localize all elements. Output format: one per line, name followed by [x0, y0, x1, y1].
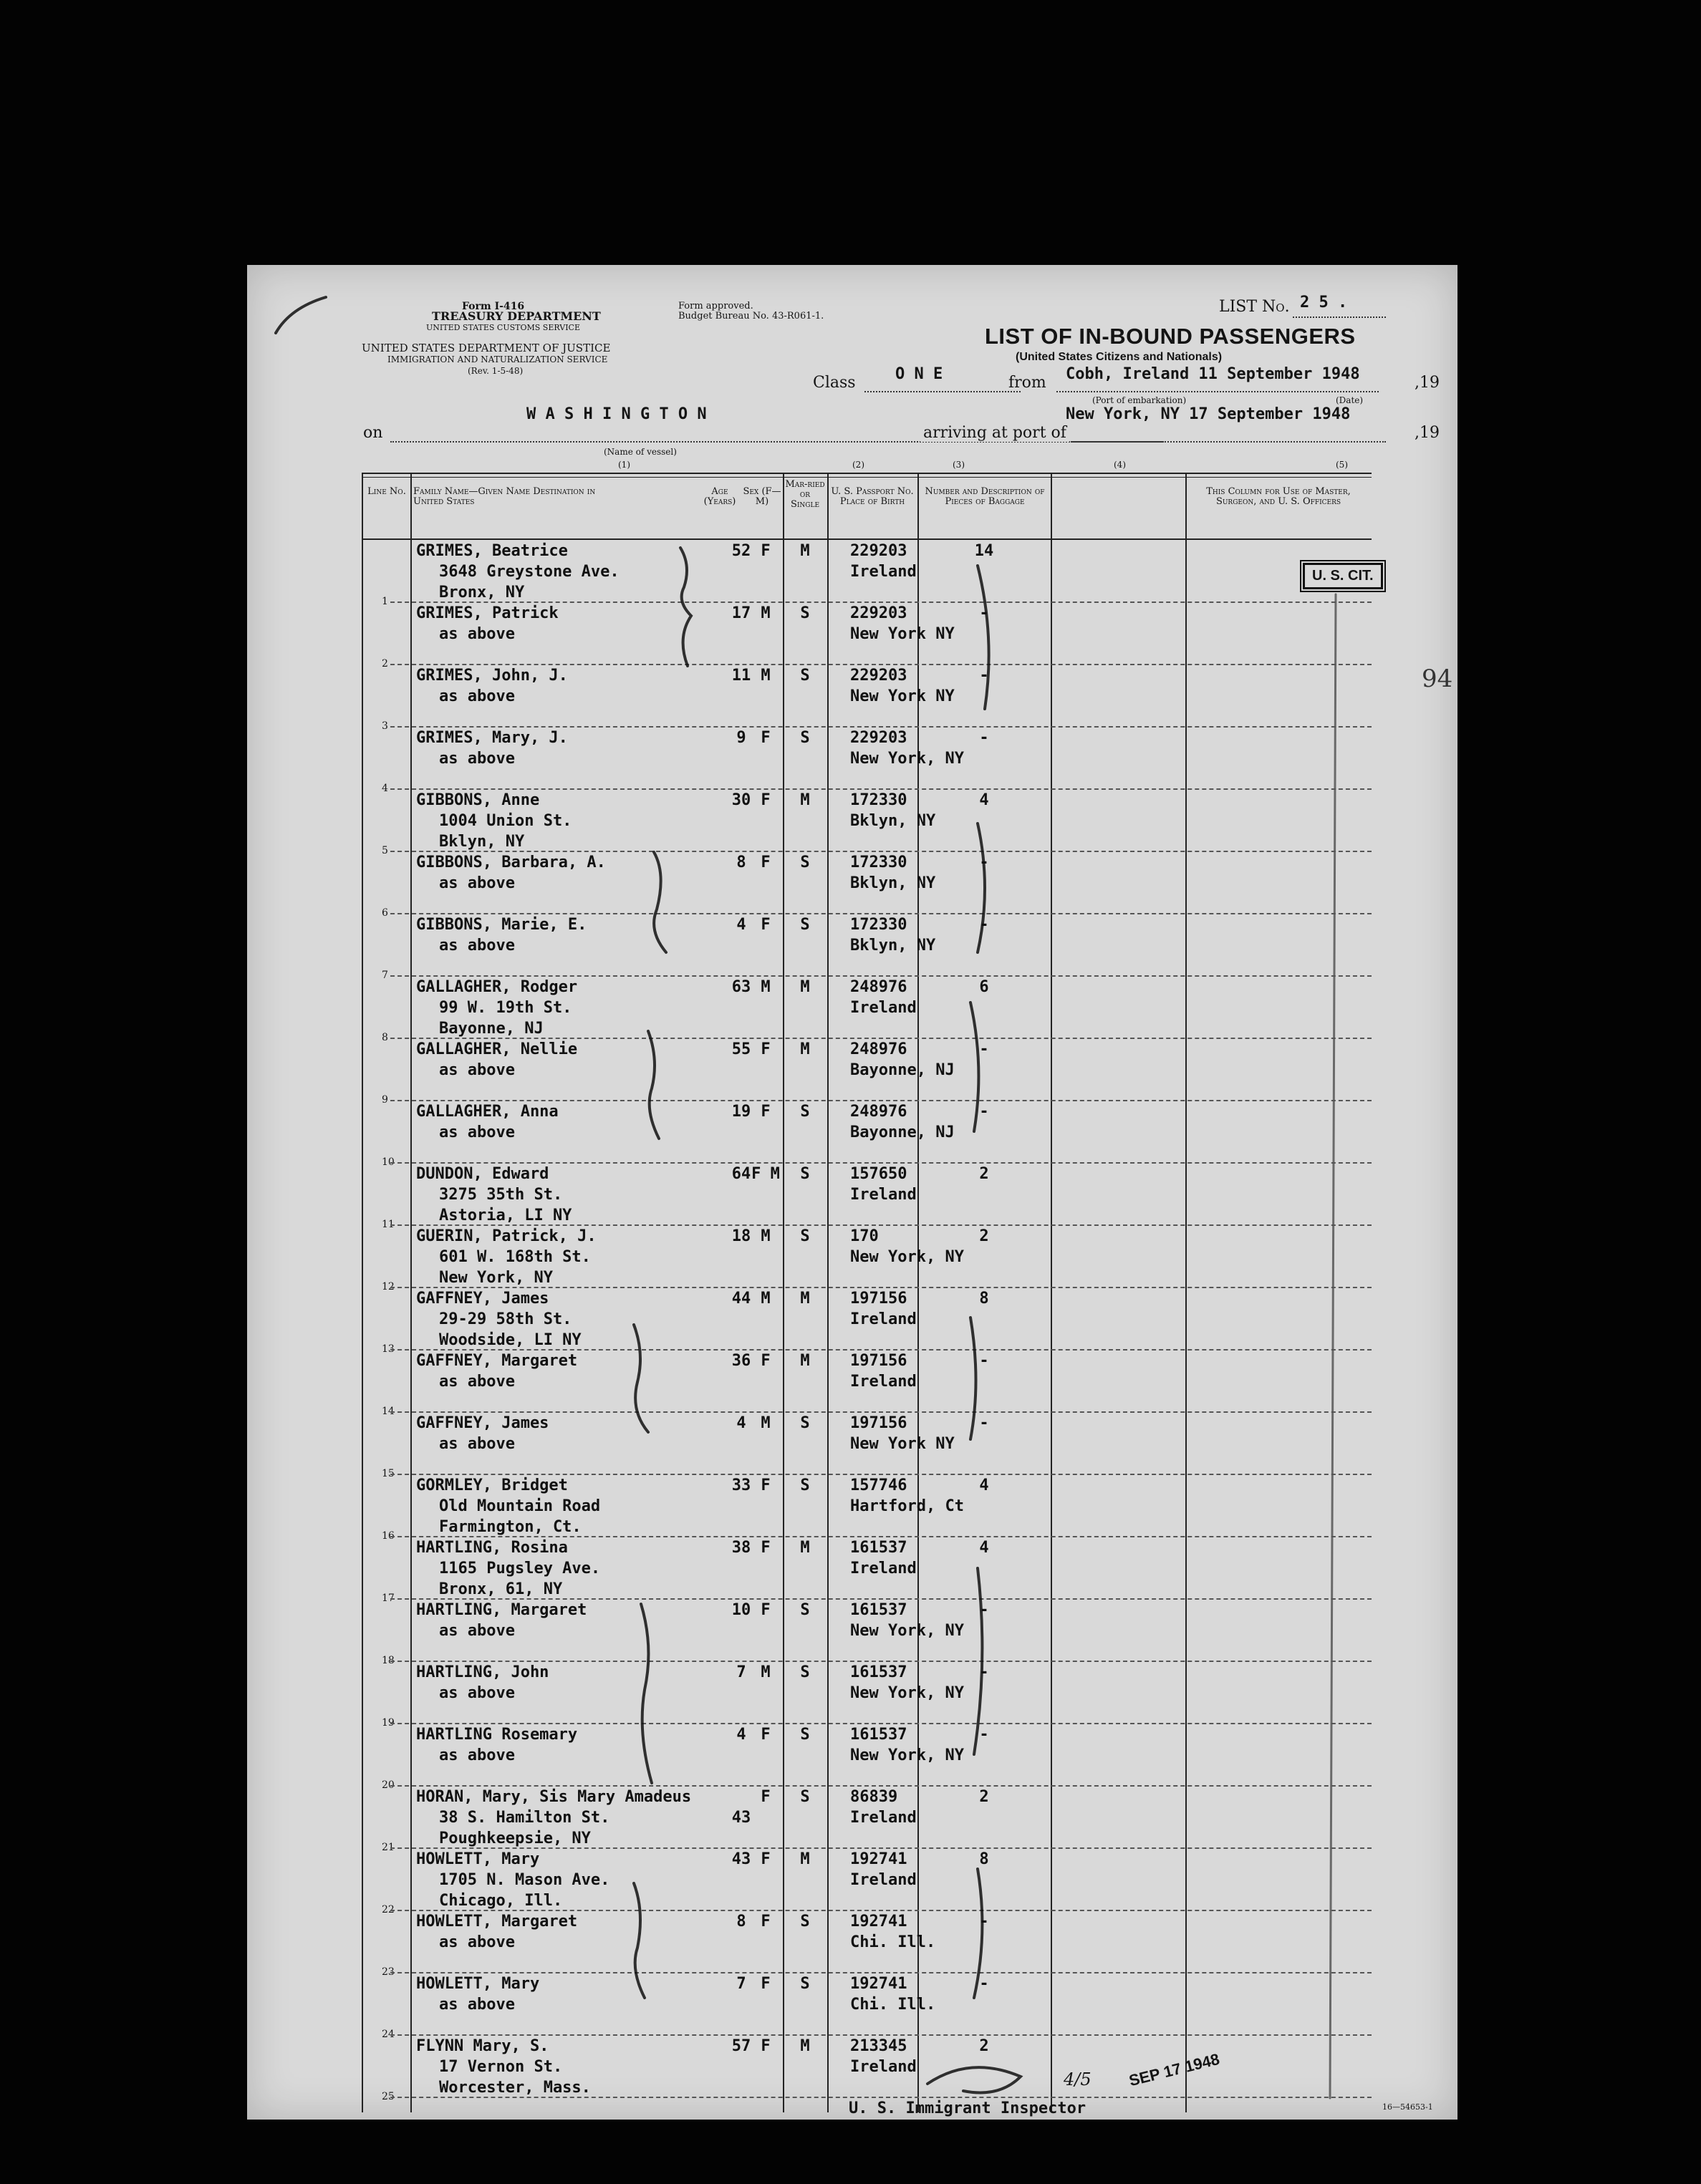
baggage-count: -	[979, 667, 989, 685]
embarkation-value: Cobh, Ireland 11 September 1948	[1066, 365, 1360, 383]
document-subtitle: (United States Citizens and Nationals)	[1016, 351, 1223, 363]
passport-check-1	[978, 566, 989, 709]
passenger-name: HORAN, Mary, Sis Mary Amadeus	[416, 1788, 692, 1806]
destination-line-2: Worcester, Mass.	[439, 2079, 591, 2097]
place-of-birth: Bayonne, NJ	[850, 1061, 955, 1079]
embarkation-caption: (Port of embarkation)	[1092, 395, 1187, 405]
passport-number: 229203	[850, 604, 907, 622]
place-of-birth: Ireland	[850, 1186, 917, 1204]
passport-number: 192741	[850, 1975, 907, 1993]
age-cell: 57	[731, 2037, 751, 2055]
marital-status-cell: S	[800, 1477, 810, 1494]
line-number: 8	[382, 1032, 388, 1043]
marital-status-cell: S	[800, 1726, 810, 1744]
destination-line-2: Bklyn, NY	[439, 833, 525, 851]
destination-line-2: New York, NY	[439, 1269, 553, 1287]
line-number: 2	[382, 658, 388, 670]
passenger-name: GRIMES, Beatrice	[416, 542, 568, 560]
sex-cell: F	[761, 1040, 771, 1058]
marital-status-cell: M	[800, 1352, 810, 1370]
customs-heading: UNITED STATES CUSTOMS SERVICE	[426, 323, 580, 332]
sex-cell: M	[761, 1227, 771, 1245]
us-citizen-stamp: U. S. CIT.	[1303, 563, 1383, 589]
date-caption: (Date)	[1336, 395, 1364, 405]
place-of-birth: New York NY	[850, 687, 955, 705]
line-number: 10	[382, 1156, 395, 1168]
place-of-birth: Ireland	[850, 999, 917, 1017]
age-cell: 43	[731, 1809, 751, 1827]
sex-cell: M	[761, 978, 771, 996]
destination-line-1: 38 S. Hamilton St.	[439, 1809, 610, 1827]
marital-status-cell: S	[800, 1414, 810, 1432]
sex-cell: M	[761, 1290, 771, 1308]
baggage-count: -	[979, 854, 989, 871]
passenger-name: HOWLETT, Mary	[416, 1850, 540, 1868]
place-of-birth: New York, NY	[850, 1684, 964, 1702]
age-cell: 4	[736, 1726, 746, 1744]
destination-line-1: 3648 Greystone Ave.	[439, 563, 620, 581]
destination-line-1: 1004 Union St.	[439, 812, 572, 830]
marital-status-cell: S	[800, 1788, 810, 1806]
passport-number: 229203	[850, 667, 907, 685]
passenger-name: HOWLETT, Mary	[416, 1975, 540, 1993]
destination-line-1: as above	[439, 625, 515, 643]
sex-cell: F	[761, 1788, 771, 1806]
age-cell: 8	[736, 854, 746, 871]
form-number: Form I-416	[462, 301, 525, 312]
age-cell: 19	[731, 1103, 751, 1121]
passport-number: 192741	[850, 1913, 907, 1931]
line-number: 25	[382, 2091, 395, 2102]
baggage-count: -	[979, 1663, 989, 1681]
hartling-bracket	[641, 1604, 652, 1783]
marital-status-cell: S	[800, 1227, 810, 1245]
col-number-3: (3)	[953, 460, 965, 470]
destination-line-1: 99 W. 19th St.	[439, 999, 572, 1017]
passenger-name: GRIMES, Mary, J.	[416, 729, 568, 747]
passport-check-5	[974, 1568, 982, 1754]
sex-cell: M	[761, 1663, 771, 1681]
destination-line-1: 29-29 58th St.	[439, 1310, 572, 1328]
baggage-count: 4	[979, 1539, 989, 1557]
manifest-page	[247, 265, 1457, 2120]
line-number: 4	[382, 783, 388, 794]
form-approved: Form approved.	[678, 301, 753, 311]
passenger-name: GAFFNEY, James	[416, 1414, 549, 1432]
marital-status-cell: S	[800, 1913, 810, 1931]
passport-number: 161537	[850, 1601, 907, 1619]
grimes-bracket	[680, 548, 691, 666]
passenger-name: FLYNN Mary, S.	[416, 2037, 549, 2055]
header-sex: Sex (F—M)	[743, 486, 781, 507]
baggage-count: 14	[974, 542, 994, 560]
place-of-birth: Bayonne, NJ	[850, 1124, 955, 1141]
age-cell: 7	[736, 1663, 746, 1681]
revision-note: (Rev. 1-5-48)	[468, 366, 524, 376]
marital-status-cell: M	[800, 791, 810, 809]
passenger-name: GALLAGHER, Nellie	[416, 1040, 578, 1058]
passport-check-3	[970, 1002, 978, 1131]
destination-line-1: as above	[439, 937, 515, 955]
sex-cell: M	[761, 667, 771, 685]
baggage-count: -	[979, 1726, 989, 1744]
vessel-caption: (Name of vessel)	[604, 447, 677, 457]
baggage-count: -	[979, 729, 989, 747]
col-number-4: (4)	[1114, 460, 1126, 470]
age-cell: 64	[731, 1165, 751, 1183]
passenger-name: HOWLETT, Margaret	[416, 1913, 578, 1931]
document-title: LIST OF IN-BOUND PASSENGERS	[985, 324, 1356, 349]
destination-line-1: as above	[439, 1746, 515, 1764]
place-of-birth: Hartford, Ct	[850, 1497, 964, 1515]
destination-line-1: as above	[439, 1373, 515, 1391]
marital-status-cell: S	[800, 1975, 810, 1993]
sex-cell: F	[761, 791, 771, 809]
header-name: Family Name—Given Name Destination in United States	[413, 486, 596, 507]
passport-number: 172330	[850, 916, 907, 934]
vessel-name: W A S H I N G T O N	[526, 405, 707, 423]
marital-status-cell: M	[800, 1290, 810, 1308]
line-number: 17	[382, 1593, 395, 1604]
baggage-count: -	[979, 916, 989, 934]
destination-line-2: Bayonne, NJ	[439, 1020, 544, 1038]
passport-number: 248976	[850, 1103, 907, 1121]
marital-status-cell: S	[800, 604, 810, 622]
passenger-name: GIBBONS, Barbara, A.	[416, 854, 606, 871]
line-number: 6	[382, 907, 388, 919]
place-of-birth: Ireland	[850, 1809, 917, 1827]
passenger-name: GIBBONS, Marie, E.	[416, 916, 587, 934]
age-cell: 18	[731, 1227, 751, 1245]
passport-number: 161537	[850, 1539, 907, 1557]
passenger-name: GORMLEY, Bridget	[416, 1477, 568, 1494]
place-of-birth: Chi. Ill.	[850, 1996, 936, 2014]
howlett-bracket	[634, 1883, 645, 1998]
baggage-count: -	[979, 1601, 989, 1619]
passenger-name: GAFFNEY, James	[416, 1290, 549, 1308]
destination-line-2: Farmington, Ct.	[439, 1518, 582, 1536]
from-label: from	[1008, 374, 1046, 392]
passenger-name: HARTLING, Margaret	[416, 1601, 587, 1619]
age-cell: 44	[731, 1290, 751, 1308]
sex-cell: F	[761, 1726, 771, 1744]
handwritten-marks	[247, 265, 1457, 2120]
class-value: O N E	[895, 365, 943, 383]
passenger-name: HARTLING Rosemary	[416, 1726, 578, 1744]
passport-number: 161537	[850, 1663, 907, 1681]
destination-line-2: Chicago, Ill.	[439, 1892, 563, 1910]
line-number: 9	[382, 1094, 388, 1106]
baggage-count: -	[979, 1103, 989, 1121]
passenger-name: GALLAGHER, Rodger	[416, 978, 578, 996]
passport-number: 172330	[850, 791, 907, 809]
age-cell: 8	[736, 1913, 746, 1931]
sex-cell: F M	[751, 1165, 780, 1183]
marital-status-cell: S	[800, 1601, 810, 1619]
list-number: 2 5 .	[1300, 294, 1348, 311]
marital-status-cell: S	[800, 729, 810, 747]
marital-status-cell: S	[800, 854, 810, 871]
place-of-birth: New York, NY	[850, 750, 964, 768]
line-number: 18	[382, 1655, 395, 1666]
line-number: 22	[382, 1904, 395, 1915]
destination-line-1: as above	[439, 1435, 515, 1453]
passport-number: 229203	[850, 729, 907, 747]
sex-cell: F	[761, 916, 771, 934]
year-suffix: ,19	[1415, 374, 1440, 392]
age-cell: 52	[731, 542, 751, 560]
destination-line-1: 17 Vernon St.	[439, 2058, 563, 2076]
age-cell: 38	[731, 1539, 751, 1557]
baggage-count: 4	[979, 791, 989, 809]
place-of-birth: New York, NY	[850, 1746, 964, 1764]
header-married: Mar-ried or Single	[785, 479, 825, 510]
passport-number: 192741	[850, 1850, 907, 1868]
destination-line-2: Woodside, LI NY	[439, 1331, 582, 1349]
sex-cell: F	[761, 1913, 771, 1931]
passenger-name: GUERIN, Patrick, J.	[416, 1227, 597, 1245]
age-cell: 30	[731, 791, 751, 809]
line-number: 13	[382, 1343, 395, 1355]
marital-status-cell: S	[800, 667, 810, 685]
marital-status-cell: M	[800, 1539, 810, 1557]
place-of-birth: Bklyn, NY	[850, 812, 936, 830]
passenger-name: HARTLING, John	[416, 1663, 549, 1681]
marital-status-cell: S	[800, 1103, 810, 1121]
header-baggage: Number and Description of Pieces of Baggage	[925, 486, 1045, 507]
passport-number: 161537	[850, 1726, 907, 1744]
age-cell: 7	[736, 1975, 746, 1993]
sex-cell: F	[761, 854, 771, 871]
destination-line-1: 1705 N. Mason Ave.	[439, 1871, 610, 1889]
baggage-count: -	[979, 1913, 989, 1931]
marital-status-cell: M	[800, 1040, 810, 1058]
header-officers: This Column for Use of Master, Surgeon, and U. S. Officers	[1206, 486, 1351, 507]
sex-cell: F	[761, 1539, 771, 1557]
header-line-no: Line No.	[367, 486, 406, 497]
baggage-count: -	[979, 1040, 989, 1058]
passport-number: 248976	[850, 1040, 907, 1058]
place-of-birth: New York NY	[850, 1435, 955, 1453]
baggage-count: 2	[979, 1227, 989, 1245]
passport-number: 172330	[850, 854, 907, 871]
destination-line-1: as above	[439, 1124, 515, 1141]
line-number: 21	[382, 1842, 395, 1853]
marital-status-cell: S	[800, 1165, 810, 1183]
line-number: 23	[382, 1966, 395, 1978]
line-number: 20	[382, 1779, 395, 1791]
place-of-birth: Chi. Ill.	[850, 1933, 936, 1951]
destination-line-1: as above	[439, 687, 515, 705]
sex-cell: M	[761, 1414, 771, 1432]
passport-number: 213345	[850, 2037, 907, 2055]
corner-scribble	[276, 297, 326, 333]
date-stamp: SEP 17 1948	[1127, 2049, 1222, 2090]
baggage-count: 2	[979, 2037, 989, 2055]
line-number: 16	[382, 1530, 395, 1542]
destination-line-1: as above	[439, 874, 515, 892]
passenger-name: HARTLING, Rosina	[416, 1539, 568, 1557]
passenger-name: GALLAGHER, Anna	[416, 1103, 559, 1121]
class-label: Class	[813, 374, 856, 392]
marital-status-cell: M	[800, 542, 810, 560]
baggage-count: 8	[979, 1290, 989, 1308]
print-code: 16—54653-1	[1382, 2102, 1433, 2112]
passport-number: 157746	[850, 1477, 907, 1494]
place-of-birth: New York NY	[850, 625, 955, 643]
destination-line-1: as above	[439, 1933, 515, 1951]
justice-heading: UNITED STATES DEPARTMENT OF JUSTICE	[362, 342, 611, 354]
age-cell: 33	[731, 1477, 751, 1494]
inspector-initials: 4/5	[1064, 2069, 1092, 2089]
passport-number: 248976	[850, 978, 907, 996]
baggage-count: 4	[979, 1477, 989, 1494]
place-of-birth: Bklyn, NY	[850, 937, 936, 955]
age-cell: 55	[731, 1040, 751, 1058]
on-label: on	[363, 424, 383, 442]
age-cell: 36	[731, 1352, 751, 1370]
sex-cell: F	[761, 1352, 771, 1370]
gallagher-bracket	[648, 1031, 659, 1139]
destination-line-1: 1165 Pugsley Ave.	[439, 1560, 601, 1577]
baggage-count: -	[979, 604, 989, 622]
line-number: 12	[382, 1281, 395, 1292]
destination-line-1: as above	[439, 1622, 515, 1640]
col-number-2: (2)	[852, 460, 864, 470]
passport-number: 197156	[850, 1290, 907, 1308]
place-of-birth: Ireland	[850, 1310, 917, 1328]
sex-cell: F	[761, 542, 771, 560]
budget-bureau: Budget Bureau No. 43-R061-1.	[678, 311, 824, 322]
gaffney-bracket	[634, 1325, 648, 1432]
line-number: 7	[382, 970, 388, 981]
header-passport: U. S. Passport No. Place of Birth	[831, 486, 914, 507]
line-number: 24	[382, 2029, 395, 2040]
arrival-year-suffix: ,19	[1415, 424, 1440, 442]
baggage-count: -	[979, 1414, 989, 1432]
line-number: 15	[382, 1468, 395, 1479]
col-number-1: (1)	[618, 460, 630, 470]
place-of-birth: Ireland	[850, 1560, 917, 1577]
treasury-heading: TREASURY DEPARTMENT	[432, 309, 601, 323]
passport-check-4	[970, 1318, 976, 1439]
passport-number: 197156	[850, 1414, 907, 1432]
destination-line-1: as above	[439, 1684, 515, 1702]
marital-status-cell: S	[800, 1663, 810, 1681]
sex-cell: F	[761, 2037, 771, 2055]
sex-cell: F	[761, 1103, 771, 1121]
list-no-label: LIST No.	[1219, 298, 1290, 316]
ins-heading: IMMIGRATION AND NATURALIZATION SERVICE	[387, 354, 608, 364]
passport-number: 197156	[850, 1352, 907, 1370]
passenger-name: DUNDON, Edward	[416, 1165, 549, 1183]
gibbons-bracket	[654, 852, 666, 952]
marital-status-cell: M	[800, 978, 810, 996]
margin-number: 94	[1422, 665, 1453, 693]
baggage-count: 8	[979, 1850, 989, 1868]
baggage-count: -	[979, 1975, 989, 1993]
passenger-name: GRIMES, John, J.	[416, 667, 568, 685]
destination-line-1: 3275 35th St.	[439, 1186, 563, 1204]
passport-check-6	[974, 1869, 982, 1998]
vertical-pencil-line	[1330, 594, 1336, 2098]
passport-number: 157650	[850, 1165, 907, 1183]
passport-number: 170	[850, 1227, 879, 1245]
age-cell: 43	[731, 1850, 751, 1868]
destination-line-2: Bronx, NY	[439, 584, 525, 601]
sex-cell: F	[761, 729, 771, 747]
age-cell: 4	[736, 1414, 746, 1432]
place-of-birth: New York, NY	[850, 1248, 964, 1266]
sex-cell: F	[761, 1975, 771, 1993]
passenger-name: GIBBONS, Anne	[416, 791, 540, 809]
sex-cell: F	[761, 1850, 771, 1868]
age-cell: 11	[731, 667, 751, 685]
destination-line-2: Poughkeepsie, NY	[439, 1830, 591, 1847]
col-number-5: (5)	[1336, 460, 1348, 470]
arriving-label: arriving at port of	[920, 424, 1069, 442]
baggage-count: 2	[979, 1165, 989, 1183]
baggage-count: 2	[979, 1788, 989, 1806]
place-of-birth: Ireland	[850, 1871, 917, 1889]
passport-check-2	[978, 823, 985, 952]
destination-line-2: Bronx, 61, NY	[439, 1580, 563, 1598]
marital-status-cell: S	[800, 916, 810, 934]
marital-status-cell: M	[800, 1850, 810, 1868]
line-number: 11	[382, 1219, 395, 1230]
destination-line-1: as above	[439, 750, 515, 768]
sex-cell: F	[761, 1601, 771, 1619]
destination-line-1: 601 W. 168th St.	[439, 1248, 591, 1266]
place-of-birth: New York, NY	[850, 1622, 964, 1640]
line-number: 5	[382, 845, 388, 856]
inspector-signature	[927, 2067, 1021, 2092]
passenger-name: GRIMES, Patrick	[416, 604, 559, 622]
passport-number: 229203	[850, 542, 907, 560]
sex-cell: F	[761, 1477, 771, 1494]
passenger-name: GAFFNEY, Margaret	[416, 1352, 578, 1370]
sex-cell: M	[761, 604, 771, 622]
place-of-birth: Ireland	[850, 2058, 917, 2076]
place-of-birth: Ireland	[850, 563, 917, 581]
marital-status-cell: M	[800, 2037, 810, 2055]
destination-line-1: Old Mountain Road	[439, 1497, 601, 1515]
age-cell: 17	[731, 604, 751, 622]
destination-line-1: as above	[439, 1061, 515, 1079]
inspector-caption: U. S. Immigrant Inspector	[849, 2100, 1086, 2117]
age-cell: 63	[731, 978, 751, 996]
baggage-count: 6	[979, 978, 989, 996]
destination-line-2: Astoria, LI NY	[439, 1207, 572, 1224]
line-number: 3	[382, 720, 388, 732]
arrival-value: New York, NY 17 September 1948	[1066, 405, 1351, 423]
age-cell: 10	[731, 1601, 751, 1619]
line-number: 14	[382, 1406, 395, 1417]
passport-number: 86839	[850, 1788, 898, 1806]
baggage-count: -	[979, 1352, 989, 1370]
place-of-birth: Ireland	[850, 1373, 917, 1391]
line-number: 19	[382, 1717, 395, 1729]
age-cell: 9	[736, 729, 746, 747]
place-of-birth: Bklyn, NY	[850, 874, 936, 892]
age-cell: 4	[736, 916, 746, 934]
destination-line-1: as above	[439, 1996, 515, 2014]
line-number: 1	[382, 596, 388, 607]
header-age: Age (Years)	[703, 486, 736, 507]
